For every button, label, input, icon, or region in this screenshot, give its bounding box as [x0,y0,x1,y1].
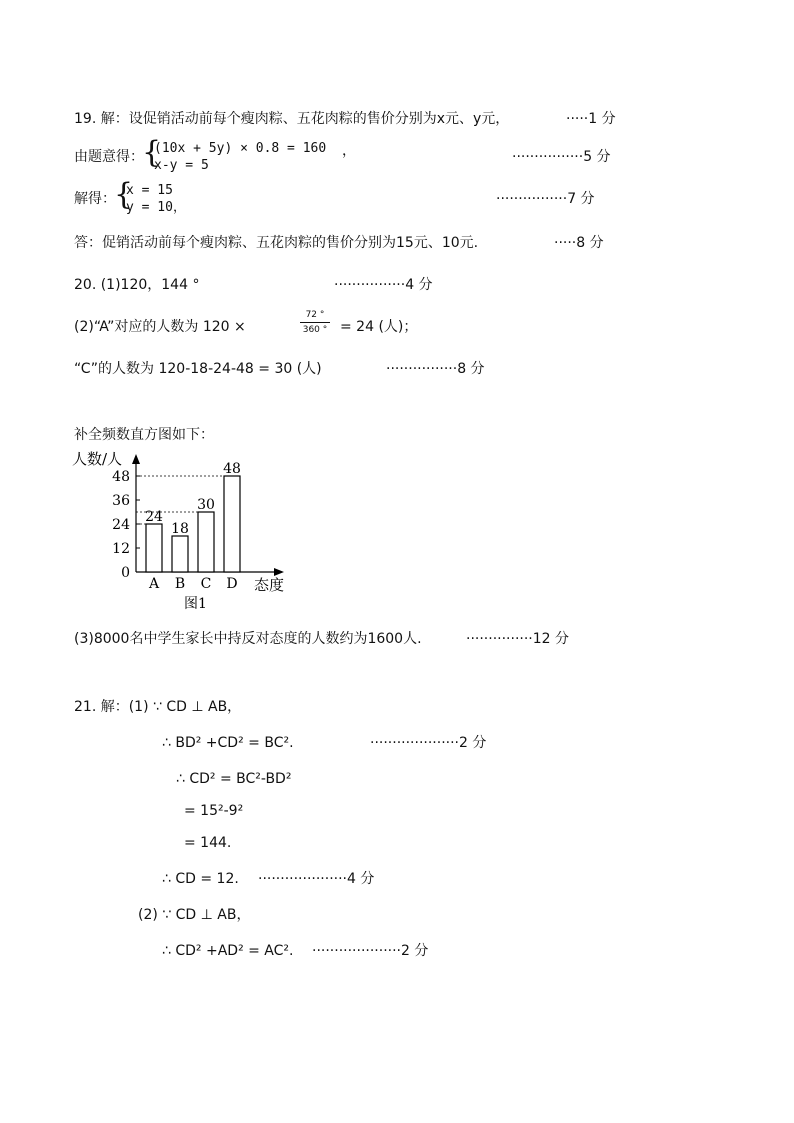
y-tick-label: 48 [112,469,130,485]
q20-part2b-score: ················8 分 [386,361,485,377]
q19-intro-score: ·····1 分 [566,111,616,127]
q19-system1-eq2: x-y = 5 [154,158,209,173]
q20-part3-score: ···············12 分 [466,631,570,647]
chart-caption: 图1 [184,596,207,612]
q21-line3: ∴ CD² = BC²-BD² [176,771,292,787]
bar-value-label: 30 [197,497,215,513]
y-axis-label: 人数/人 [72,450,123,468]
q19-system2-score: ················7 分 [496,191,595,207]
x-tick-label: D [226,576,238,592]
q19-system2-eq2: y = 10， [126,200,186,215]
bar-B [172,536,188,572]
bar-D [224,476,240,572]
bar-value-label: 18 [171,521,189,537]
y-tick-label: 0 [121,565,130,581]
fraction-denominator: 360 ° [302,325,328,335]
y-axis-arrow-icon [132,454,140,464]
y-tick-label: 36 [112,493,130,509]
left-brace-icon: { [114,177,134,212]
x-tick-label: B [174,576,186,592]
q20-part1: 20. (1)120，144 ° [74,277,200,293]
histogram-chart [60,446,300,612]
q21-line1: 21. 解：(1) ∵ CD ⊥ AB， [74,699,242,715]
fraction [300,310,330,335]
x-axis-arrow-icon [274,568,284,576]
q19-system2-label: 解得： [74,191,116,207]
x-tick-label: A [148,576,160,592]
q21-line8-score: ····················2 分 [312,943,429,959]
q21-line4: = 15²-9² [184,803,244,819]
q19-system1-score: ················5 分 [512,149,611,165]
bar-value-label: 48 [223,461,241,477]
q19-system1-label: 由题意得： [74,149,144,165]
x-tick-label: C [200,576,212,592]
q20-part1-score: ················4 分 [334,277,433,293]
q19-intro: 19. 解：设促销活动前每个瘦肉粽、五花肉粽的售价分别为x元、y元， [74,111,510,127]
q21-line5: = 144. [184,835,232,851]
x-axis-label: 态度 [254,576,285,594]
bar-C [198,512,214,572]
q20-part2-result: = 24 (人)； [340,319,418,335]
fraction-bar [300,322,330,323]
q20-part2: (2)“A”对应的人数为 120 × [74,319,246,335]
q21-line8: ∴ CD² +AD² = AC². [162,943,294,959]
q21-line7: (2) ∵ CD ⊥ AB， [138,907,251,923]
bar-value-label: 24 [145,509,163,525]
q20-chart-intro: 补全频数直方图如下： [74,427,214,443]
q19-answer: 答：促销活动前每个瘦肉粽、五花肉粽的售价分别为15元、10元. [74,235,479,251]
q19-system1-comma: ， [342,143,356,159]
q21-line6: ∴ CD = 12. [162,871,239,887]
fraction-numerator: 72 ° [305,310,325,320]
bar-A [146,524,162,572]
q20-part2b: “C”的人数为 120-18-24-48 = 30 (人) [74,361,322,377]
q19-answer-score: ·····8 分 [554,235,604,251]
y-tick-label: 24 [112,517,130,533]
q20-part3: (3)8000名中学生家长中持反对态度的人数约为1600人. [74,631,422,647]
y-tick-label: 12 [112,541,130,557]
q21-line2: ∴ BD² +CD² = BC². [162,735,294,751]
q19-system1-eq1: (10x + 5y) × 0.8 = 160 [154,141,327,156]
q21-line2-score: ····················2 分 [370,735,487,751]
q21-line6-score: ····················4 分 [258,871,375,887]
left-brace-icon: { [142,135,162,170]
q19-system2-eq1: x = 15 [126,183,173,198]
